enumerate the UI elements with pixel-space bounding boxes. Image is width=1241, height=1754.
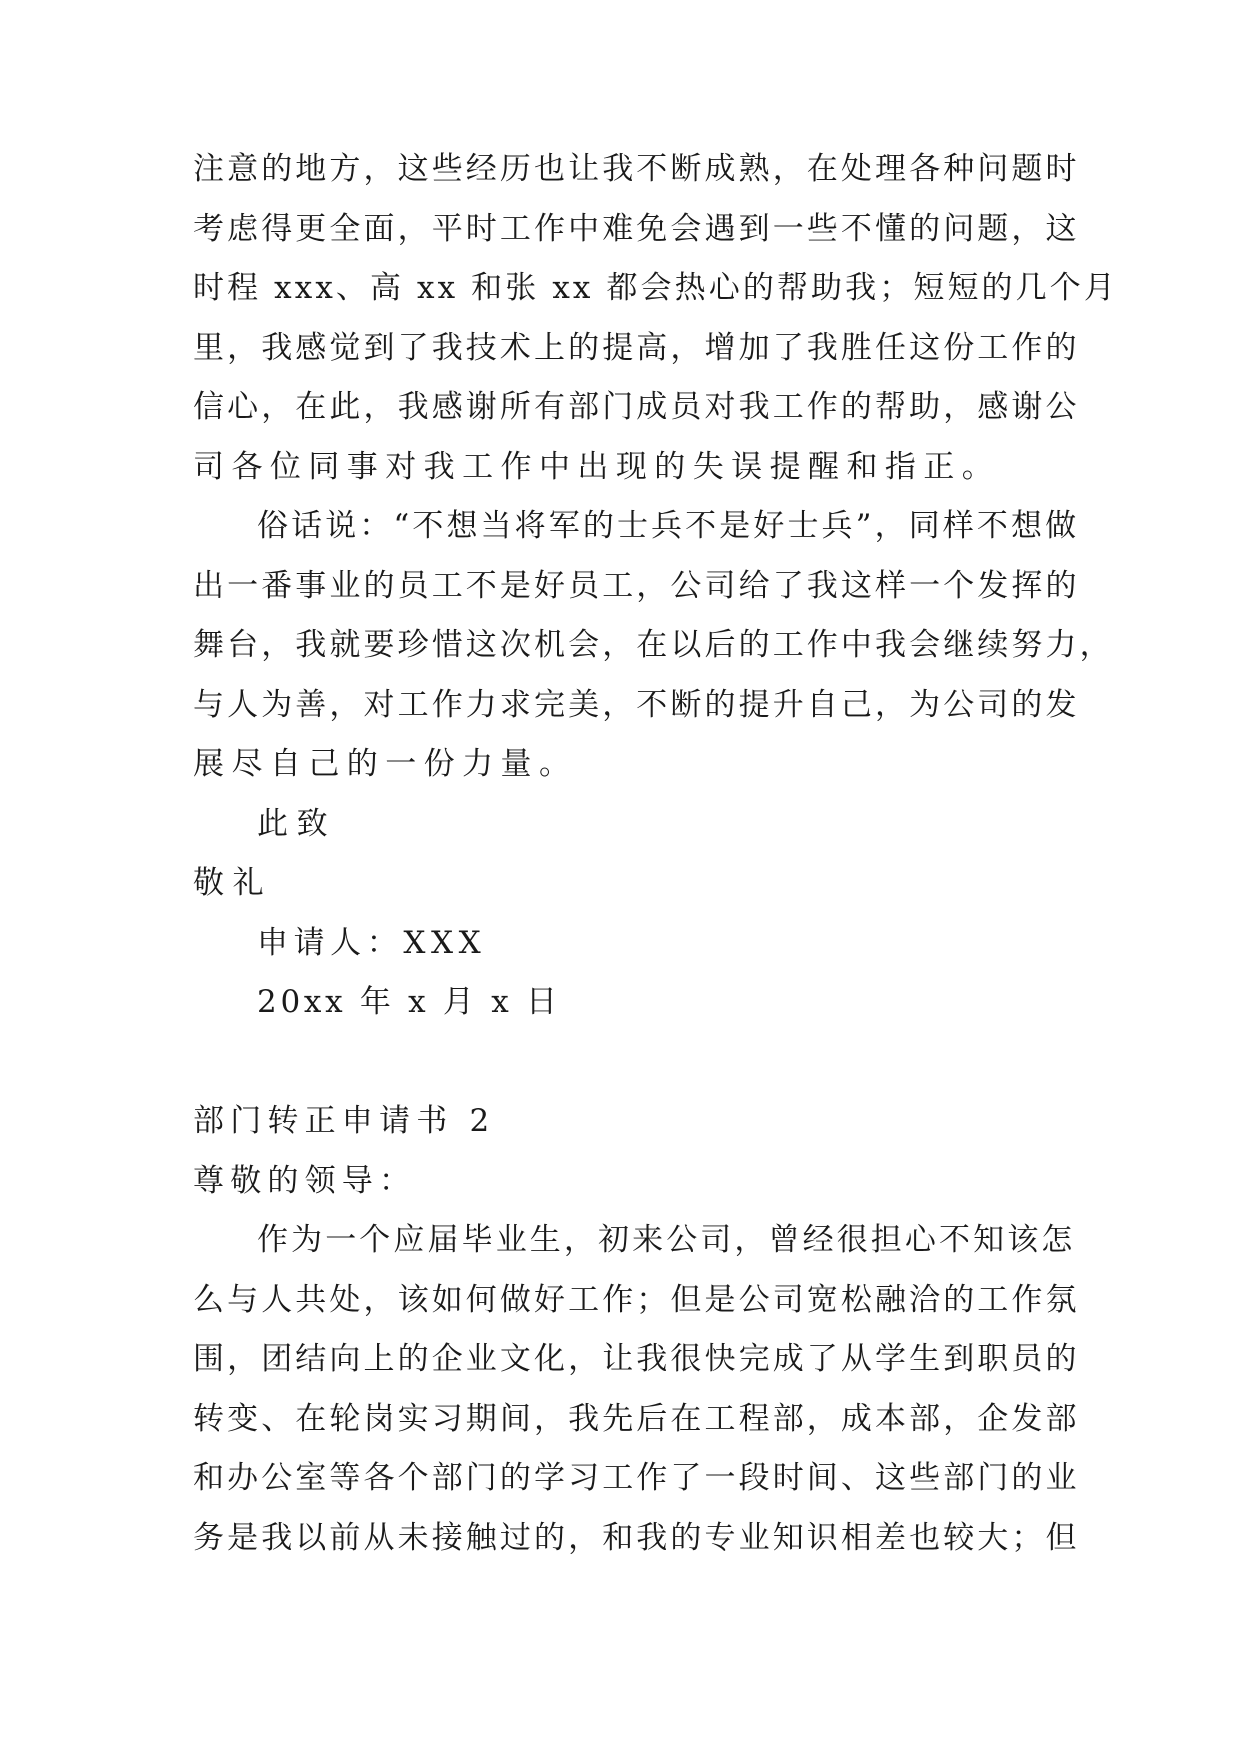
section-title: 部门转正申请书 2 (193, 1103, 496, 1139)
text-line: 信心，在此，我感谢所有部门成员对我工作的帮助，感谢公 (193, 389, 1080, 425)
salutation: 尊敬的领导： (193, 1162, 417, 1199)
paragraph-2 (193, 497, 1114, 795)
text-line: 务是我以前从未接触过的，和我的专业知识相差也较大；但 (193, 1519, 1080, 1556)
text-line: 围，团结向上的企业文化，让我很快完成了从学生到职员的 (193, 1341, 1080, 1377)
applicant-signature: 申请人：XXX (257, 924, 487, 961)
text-line: 出一番事业的员工不是好员工，公司给了我这样一个发挥的 (193, 567, 1080, 604)
text-line: 展尽自己的一份力量。 (193, 746, 578, 782)
section-gap (193, 1033, 1053, 1093)
paragraph-3 (193, 1211, 1080, 1568)
text-line: 转变、在轮岗实习期间，我先后在工程部，成本部，企发部 (193, 1400, 1080, 1437)
text-line: 和办公室等各个部门的学习工作了一段时间、这些部门的业 (193, 1460, 1080, 1496)
signature-date: 20xx 年 x 月 x 日 (257, 984, 561, 1020)
text-line: 俗话说：“不想当将军的士兵不是好士兵”，同样不想做 (257, 508, 1080, 544)
text-line: 司各位同事对我工作中出现的失误提醒和指正。 (193, 448, 1001, 485)
text-line: 考虑得更全面，平时工作中难免会遇到一些不懂的问题，这 (193, 210, 1080, 247)
text-line: 里，我感觉到了我技术上的提高，增加了我胜任这份工作的 (193, 329, 1080, 366)
closing-greeting: 此致 (257, 805, 337, 842)
closing-salute: 敬礼 (193, 865, 273, 901)
paragraph-1 (193, 140, 1118, 497)
text-line: 与人为善，对工作力求完美，不断的提升自己，为公司的发 (193, 686, 1080, 723)
text-line: 么与人共处，该如何做好工作；但是公司宽松融洽的工作氛 (193, 1281, 1080, 1318)
text-line: 注意的地方，这些经历也让我不断成熟，在处理各种问题时 (193, 151, 1080, 187)
document-page (193, 140, 1118, 1568)
text-line: 时程 xxx、高 xx 和张 xx 都会热心的帮助我；短短的几个月 (193, 270, 1118, 306)
text-line: 作为一个应届毕业生，初来公司，曾经很担心不知该怎 (257, 1222, 1076, 1258)
text-line: 舞台，我就要珍惜这次机会，在以后的工作中我会继续努力， (193, 627, 1114, 663)
